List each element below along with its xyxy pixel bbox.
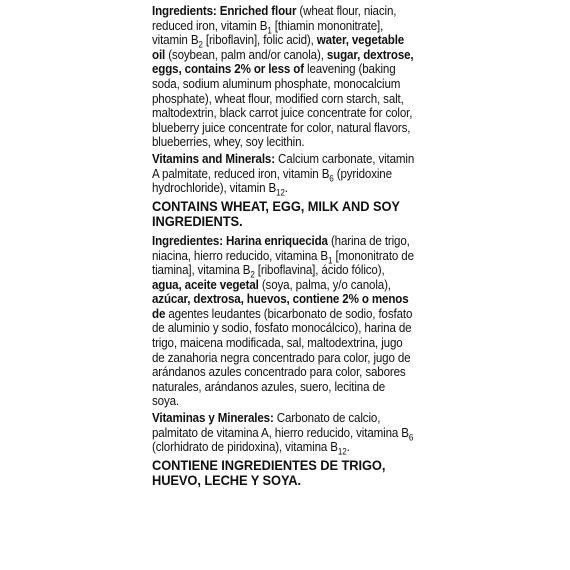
bold-text-run: agua, aceite vegetal [152,277,259,292]
bold-text-run: Ingredientes: Harina enriquecida [152,233,328,248]
text-run: [riboflavin], folic acid), [202,33,317,48]
bold-text-run: Ingredients: Enriched flour [152,4,297,18]
text-run: (soya, palma, y/o canola), [258,277,391,292]
text-run: (pyridoxine hydrochloride), vitamin B [152,166,392,196]
subscript-text: 2 [250,269,255,280]
text-run: Calcium carbonate, vitamin A palmitate, reduced iron, vitamin B [152,151,415,181]
bold-text-run: azúcar, dextrosa, huevos, contiene 2% o menos de [152,292,409,321]
text-run: agentes leudantes (bicarbonato de sodio, fosfato de aluminio y sodio, fosfato monocálcico), harina de trigo, maicena modificada, sal, maltodextrina, jugo de zanahoria negra concentrado para color, jugo de arándanos azules concentrado para color, sabores naturales, arándanos azules, suero, lecitina de soya. [152,306,413,409]
text-run: (wheat flour, niacin, reduced iron, vitamin B [152,4,397,33]
nutrition-ingredient-label [152,4,415,493]
spanish-allergen-statement: CONTIENE INGREDIENTES DE TRIGO, HUEVO, LECHE Y SOYA. [152,456,386,489]
text-run: (harina de trigo, niacina, hierro reducido, vitamina B [152,233,410,263]
bold-text-run: sugar, dextrose, eggs, contains 2% or less of [152,47,414,77]
text-run: [mononitrato de tiamina], vitamina B [152,248,414,278]
text-run: (soybean, palm and/or canola), [165,47,327,62]
text-run: (clorhidrato de piridoxina), vitamina B [152,440,338,455]
subscript-text: 6 [329,173,334,184]
text-run: [thiamin mononitrate], vitamin B [152,18,384,48]
text-run: . [346,440,350,455]
text-run: [riboflavina], ácido fólico), [254,263,385,278]
subscript-text: 6 [408,432,414,443]
subscript-text: 1 [328,255,333,266]
english-allergen-statement: CONTAINS WHEAT, EGG, MILK AND SOY INGREDIENTS. [152,197,400,230]
subscript-text: 2 [198,39,203,50]
bold-text-run: water, vegetable oil [152,33,405,62]
spanish-ingredients-paragraph [152,234,415,409]
text-run: . [284,181,288,196]
bold-text-run: Vitamins and Minerals: [152,151,275,166]
text-run: Carbonato de calcio, palmitato de vitamina A, hierro reducido, vitamina B [152,411,409,440]
subscript-text: 12 [276,187,285,198]
subscript-text: 12 [337,446,347,457]
subscript-text: 1 [267,25,272,36]
english-ingredients-paragraph [152,4,415,150]
text-run: leavening (baking soda, sodium aluminum phosphate, monocalcium phosphate), wheat flour, modified corn starch, salt, maltodextrin, black carrot juice concentrate for color, blueberry juice concentrate for color, natural flavors, blueberries, whey, soy lecithin. [152,62,413,150]
english-vitamins-paragraph [152,152,415,196]
bold-text-run: Vitaminas y Minerales: [152,411,274,426]
spanish-vitamins-paragraph [152,411,415,455]
